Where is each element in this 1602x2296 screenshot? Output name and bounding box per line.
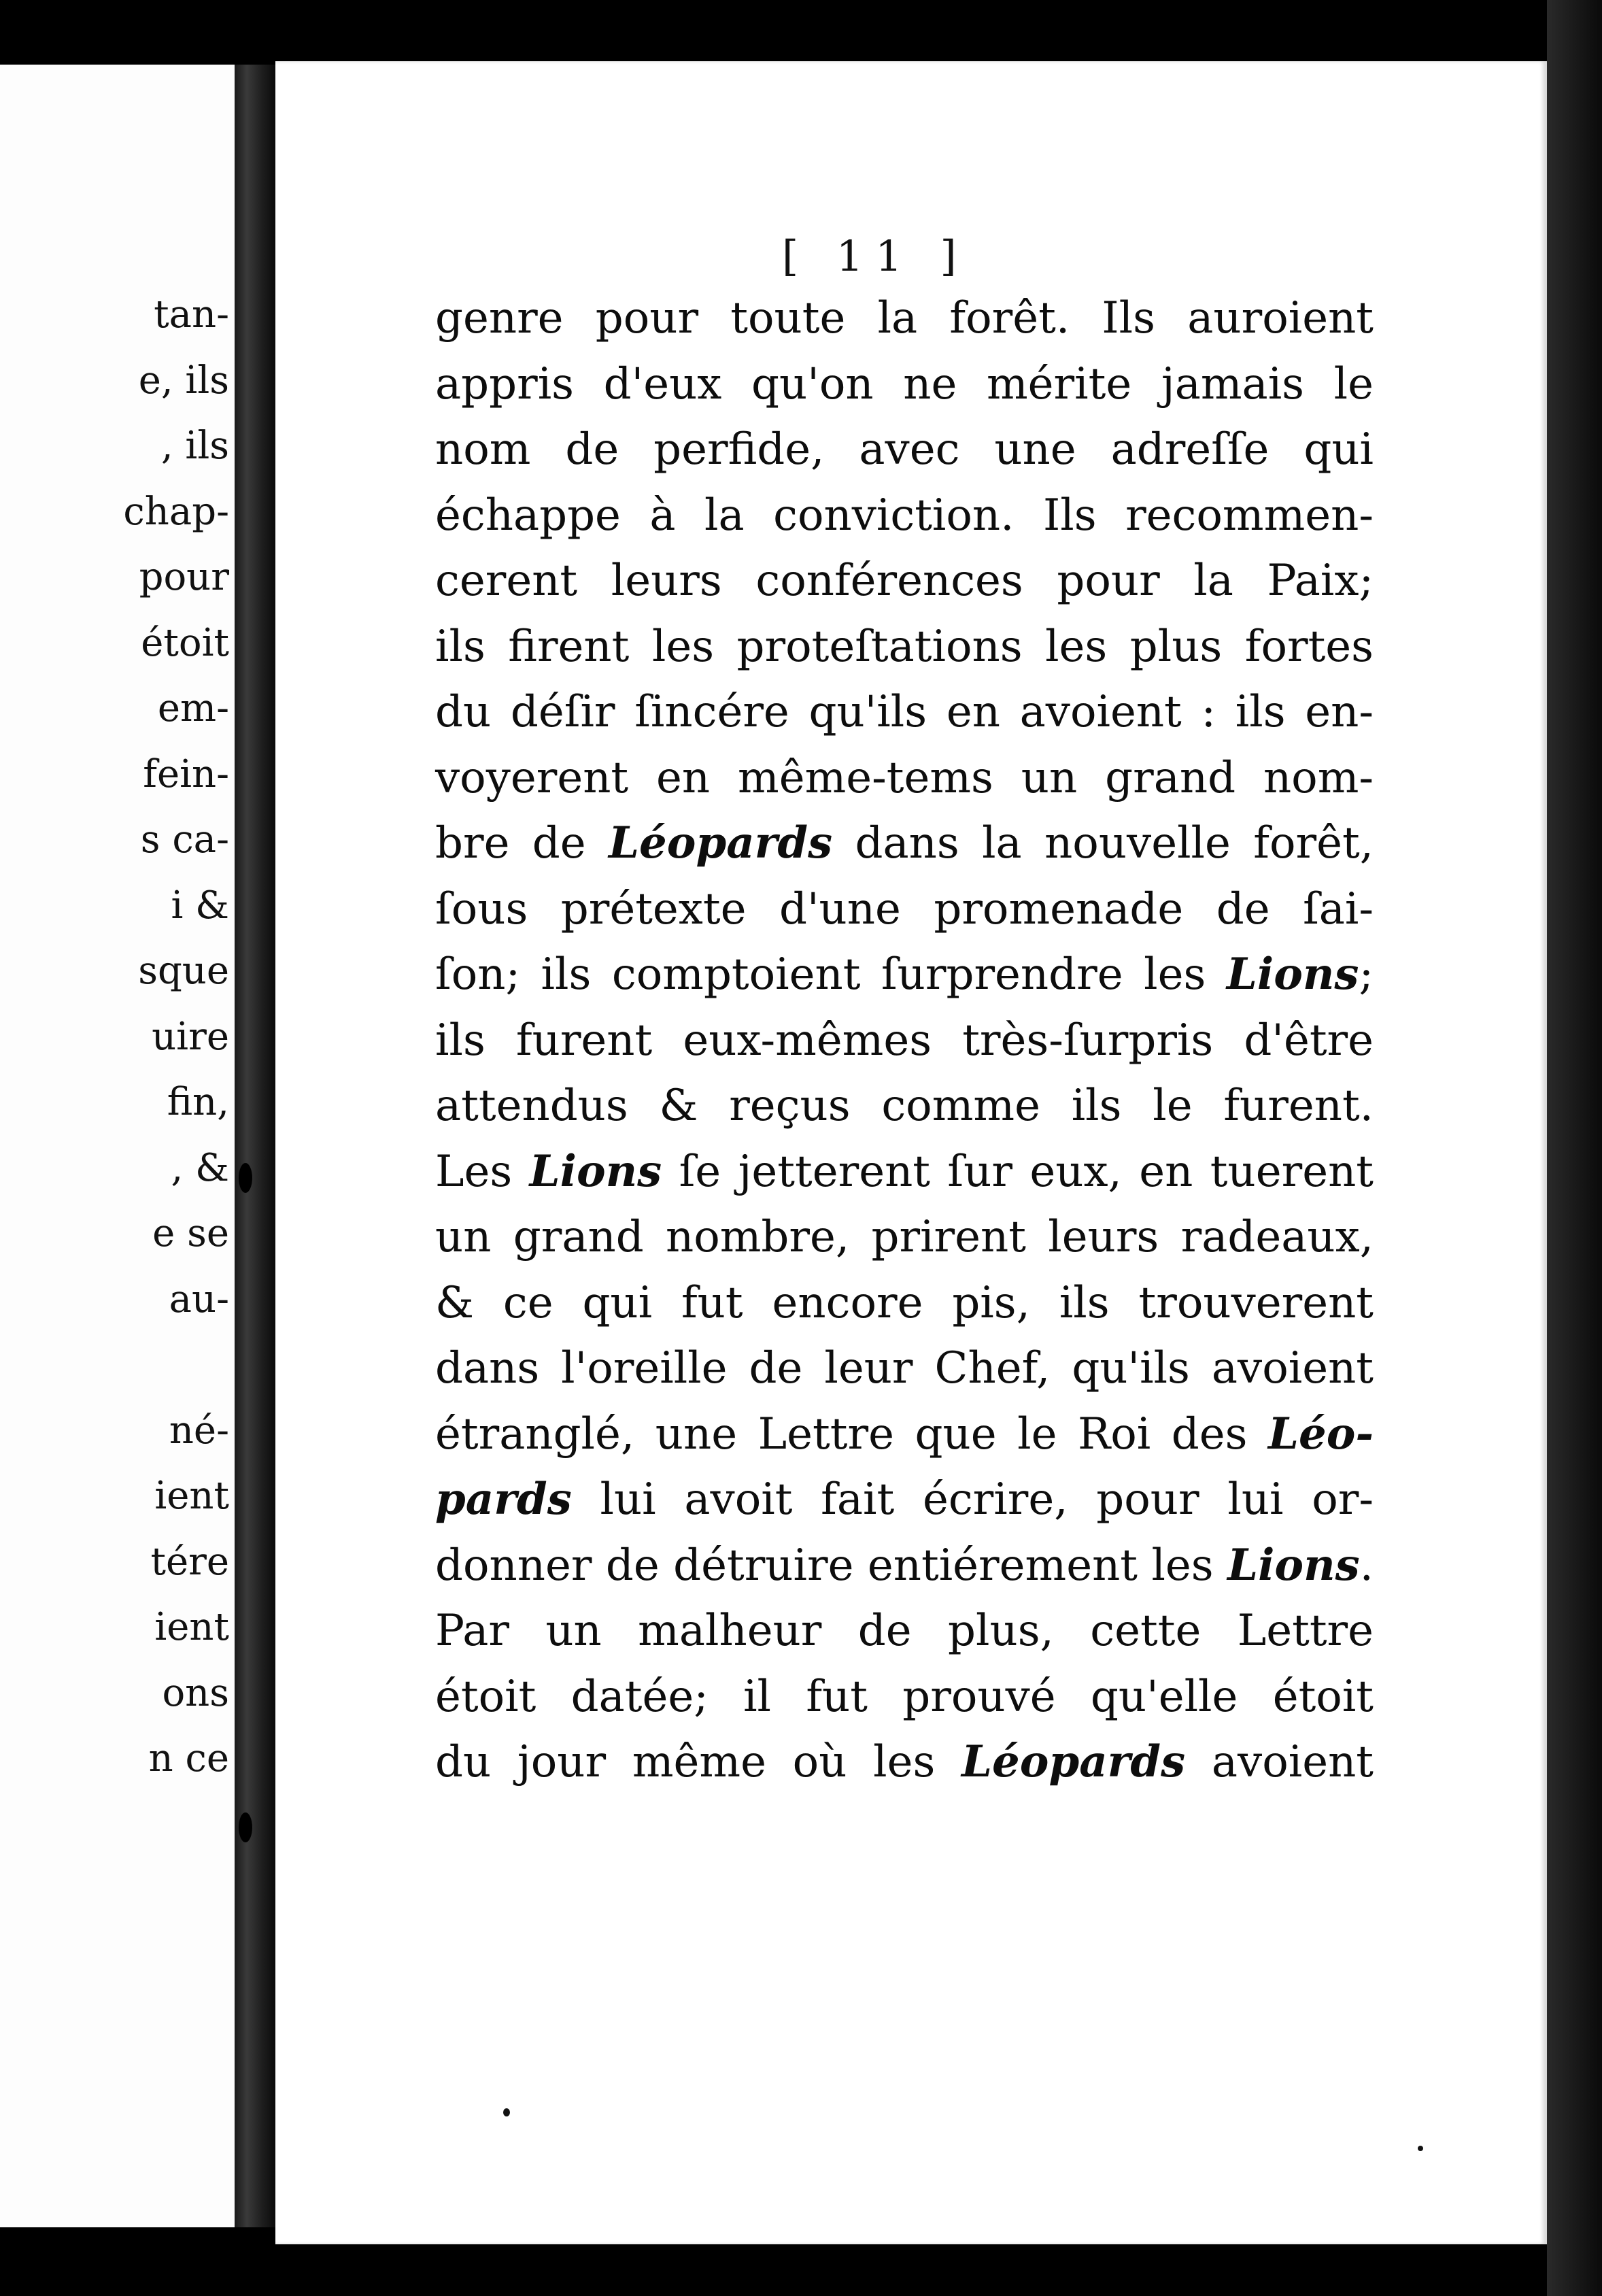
left-page-line-fragment: ient [154,1605,229,1649]
text-line [435,483,1374,549]
italic-proper-noun: Léopards [609,817,833,868]
text-line [435,1008,1374,1074]
text-segment: cerent leurs conférences pour la Paix; [435,556,1374,606]
left-page-line-fragment: chap- [123,489,229,534]
left-page-line-fragment: n ce [148,1736,229,1780]
text-line [435,417,1374,483]
text-segment: donner de détruire entiérement les [435,1540,1228,1591]
text-segment: du jour même où les [435,1737,962,1787]
text-line [435,942,1374,1008]
text-segment: étoit datée; il fut prouvé qu'elle étoit [435,1671,1374,1722]
left-page-line-fragment: em- [157,686,229,730]
text-segment: genre pour toute la forêt. Ils auroient [435,293,1374,343]
left-page-text-fragments [0,65,235,2227]
text-segment: avoient [1185,1737,1374,1787]
text-line [435,811,1374,877]
page-number: [ 11 ] [782,231,969,281]
text-segment: & ce qui fut encore pis, ils trouverent [435,1277,1374,1328]
text-segment: ; [1359,949,1374,1000]
italic-proper-noun: Lions [1226,949,1359,1000]
text-segment: ils firent les proteſtations les plus fortes [435,621,1374,672]
text-line [435,1139,1374,1205]
binding-hole-mark [239,1163,252,1193]
text-line [435,877,1374,943]
left-page-line-fragment: tére [150,1539,229,1584]
left-page-line-fragment: né- [169,1408,229,1453]
text-segment: Les [435,1146,530,1197]
page-body-text [435,286,1374,1795]
text-line [435,1204,1374,1270]
text-segment: voyerent en même-tems un grand nom- [435,752,1374,803]
text-segment: échappe à la conviction. Ils recommen- [435,490,1374,541]
left-page-line-fragment: s ca- [140,817,229,862]
left-page-line-fragment: pour [139,555,229,599]
text-segment: . [1359,1540,1374,1591]
left-page-line-fragment: étoit [141,620,229,665]
text-segment: dans la nouvelle forêt, [832,818,1374,868]
text-segment: ſe jetterent ſur eux, en tuerent [662,1146,1374,1197]
left-page-line-fragment: fein- [143,752,229,796]
italic-proper-noun: Léopards [961,1736,1186,1787]
left-page-line-fragment: ons [162,1670,229,1715]
text-line [435,548,1374,614]
italic-proper-noun: pards [435,1474,572,1525]
text-segment: lui avoit fait écrire, pour lui or- [571,1474,1374,1525]
left-page-line-fragment: sque [138,949,229,993]
text-segment: ſous prétexte d'une promenade de ſai- [435,883,1374,934]
text-line [435,1598,1374,1664]
text-segment: attendus & reçus comme ils le furent. [435,1081,1374,1131]
text-segment: un grand nombre, prirent leurs radeaux, [435,1212,1374,1262]
left-page-line-fragment: ient [154,1474,229,1518]
text-line [435,1664,1374,1730]
text-line [435,1073,1374,1139]
scan-right-edge [1547,0,1602,2296]
text-segment: dans l'oreille de leur Chef, qu'ils avoient [435,1343,1374,1394]
text-segment: appris d'eux qu'on ne mérite jamais le [435,358,1374,409]
text-segment: bre de [435,818,609,868]
text-line [435,1402,1374,1468]
left-page-line-fragment: tan- [154,292,229,337]
left-page-line-fragment: i & [171,883,229,928]
book-binding-gutter [235,65,275,2227]
binding-hole-mark [239,1812,252,1842]
text-line [435,1270,1374,1336]
left-page-line-fragment: e, ils [138,358,229,403]
ink-speck [1418,2146,1423,2151]
italic-proper-noun: Léo- [1268,1408,1374,1459]
text-line [435,1729,1374,1795]
text-segment: ſon; ils comptoient ſurprendre les [435,949,1227,1000]
text-line [435,352,1374,418]
ink-speck [503,2108,510,2116]
left-page-line-fragment: , & [171,1145,229,1190]
left-page-line-fragment: fin, [167,1080,229,1124]
italic-proper-noun: Lions [529,1145,662,1197]
text-line [435,1533,1374,1599]
text-line [435,745,1374,811]
left-facing-page [0,65,235,2227]
text-line [435,1467,1374,1533]
text-segment: nom de perfide, avec une adreſſe qui [435,424,1374,475]
text-line [435,679,1374,745]
left-page-line-fragment: , ils [160,424,229,468]
text-segment: étranglé, une Lettre que le Roi des [435,1408,1269,1459]
text-segment: du déſir ſincére qu'ils en avoient : ils en- [435,687,1374,737]
text-segment: ils furent eux-mêmes très-ſurpris d'être [435,1015,1374,1066]
left-page-line-fragment: au- [169,1277,229,1321]
text-line [435,1336,1374,1402]
text-line [435,614,1374,680]
text-line [435,286,1374,352]
text-segment: Par un malheur de plus, cette Lettre [435,1606,1374,1656]
italic-proper-noun: Lions [1227,1539,1360,1591]
left-page-line-fragment: uire [152,1014,229,1059]
left-page-line-fragment: e se [152,1211,229,1255]
